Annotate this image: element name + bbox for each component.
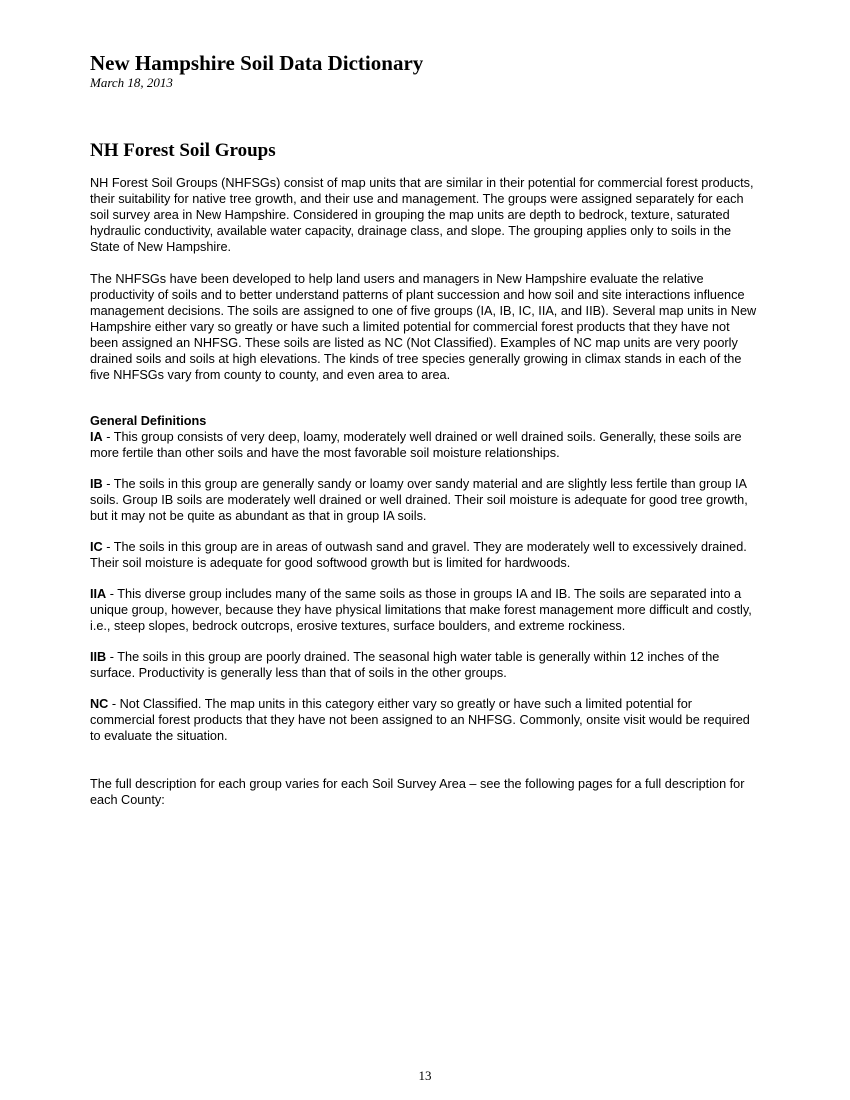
section-title: NH Forest Soil Groups [90,140,276,161]
definition-ic [90,539,760,571]
definition-iib [90,649,760,681]
definition-term: NC [90,697,109,711]
page-number: 13 [418,1068,432,1083]
document-title: New Hampshire Soil Data Dictionary [90,51,424,75]
closing-paragraph: The full description for each group varies for each Soil Survey Area – see the following pages for a full description for each County: [90,777,745,807]
definition-ia [90,429,760,461]
definitions-heading: General Definitions [90,414,207,428]
intro-paragraph: NH Forest Soil Groups (NHFSGs) consist of map units that are similar in their potential for commercial forest products, their suitability for native tree growth, and their use and management. The groups were assigned separately for each soil survey area in New Hampshire. Considered in grouping the map units are depth to bedrock, texture, saturated hydraulic conductivity, available water capacity, drainage class, and slope. The grouping applies only to soils in the State of New Hampshire. [90,176,754,254]
definition-ib [90,476,760,524]
document-page [90,50,760,808]
definition-iia [90,586,760,634]
document-date: March 18, 2013 [90,75,173,90]
definition-term: IA [90,430,103,444]
definition-text: - The soils in this group are in areas of outwash sand and gravel. They are moderately well to excessively drained. Their soil moisture is adequate for good softwood growth but is limited for hardwoods. [90,540,747,570]
nhfsg-overview-paragraph: The NHFSGs have been developed to help land users and managers in New Hampshire evaluate the relative productivity of soils and to better understand patterns of plant succession and how soil and site interactions influence management decisions. The soils are assigned to one of five groups (IA, IB, IC, IIA, and IIB). Several map units in New Hampshire either vary so greatly or have such a limited potential for commercial forest products that they have not been assigned an NHFSG. These soils are listed as NC (Not Classified). Examples of NC map units are very poorly drained soils and soils at high elevations. The kinds of tree species generally growing in climax stands in each of the five NHFSGs vary from county to county, and even area to area. [90,272,757,382]
definition-term: IIA [90,587,107,601]
definition-text: - The soils in this group are poorly drained. The seasonal high water table is generally within 12 inches of the surface. Productivity is generally less than that of soils in the other groups. [90,650,720,680]
definition-text: - This group consists of very deep, loamy, moderately well drained or well drained soils. Generally, these soils are more fertile than other soils and have the most favorable soil moisture relationships. [90,430,742,460]
definition-term: IIB [90,650,107,664]
definition-term: IB [90,477,103,491]
definition-text: - This diverse group includes many of the same soils as those in groups IA and IB. The soils are separated into a unique group, however, because they have physical limitations that make forest management more difficult and costly, i.e., steep slopes, bedrock outcrops, erosive textures, surface boulders, and extreme rockiness. [90,587,752,633]
definition-text: - Not Classified. The map units in this category either vary so greatly or have such a limited potential for commercial forest products that they have not been assigned to an NHFSG. Commonly, onsite visit would be required to evaluate the situation. [90,697,750,743]
definition-text: - The soils in this group are generally sandy or loamy over sandy material and are slightly less fertile than group IA soils. Group IB soils are moderately well drained or well drained. Their soil moisture is adequate for good tree growth, but it may not be quite as abundant as that in group IA soils. [90,477,748,523]
definition-term: IC [90,540,103,554]
definition-nc [90,696,760,744]
